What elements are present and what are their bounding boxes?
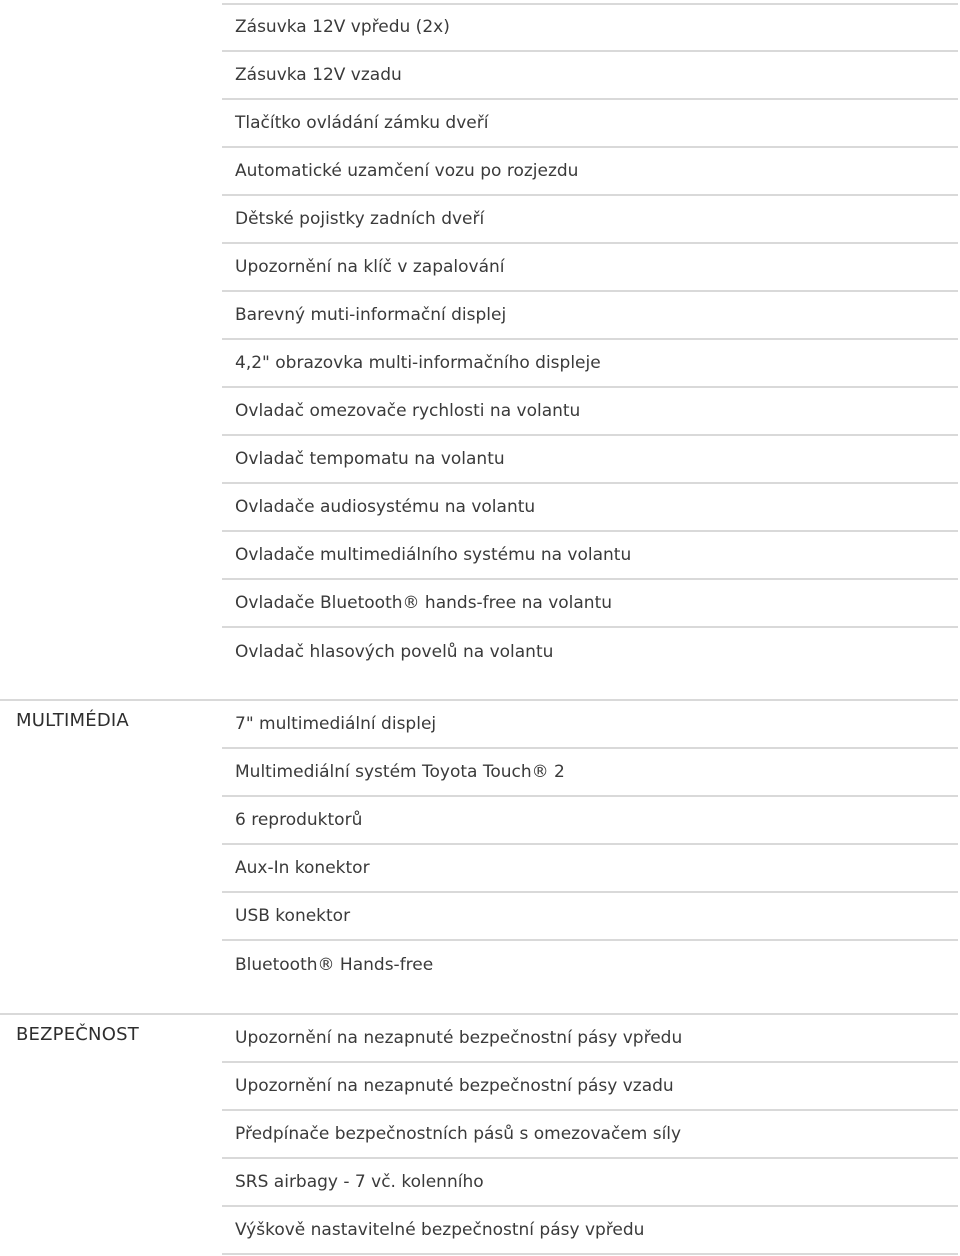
- feature-row: Aux-In konektor: [222, 845, 958, 893]
- feature-row: Multimediální systém Toyota Touch® 2: [222, 749, 958, 797]
- feature-row: Dětské pojistky zadních dveří: [222, 196, 958, 244]
- feature-row: 7" multimediální displej: [222, 701, 958, 749]
- feature-row: 4,2" obrazovka multi-informačního displeje: [222, 340, 958, 388]
- feature-row: Automatické uzamčení vozu po rozjezdu: [222, 148, 958, 196]
- feature-row: Upozornění na nezapnuté bezpečnostní pásy vzadu: [222, 1063, 958, 1111]
- section-items: [222, 4, 958, 676]
- feature-row: Ovladač omezovače rychlosti na volantu: [222, 388, 958, 436]
- feature-row: Ovladač tempomatu na volantu: [222, 436, 958, 484]
- feature-row: 6 reproduktorů: [222, 797, 958, 845]
- feature-row: Ovladače Bluetooth® hands-free na volantu: [222, 580, 958, 628]
- section-heading: MULTIMÉDIA: [16, 710, 129, 731]
- feature-row: Ovladač hlasových povelů na volantu: [235, 642, 554, 662]
- feature-row: Barevný muti-informační displej: [222, 292, 958, 340]
- feature-row: Ovladače multimediálního systému na volantu: [222, 532, 958, 580]
- feature-row: Upozornění na nezapnuté bezpečnostní pásy vpředu: [222, 1015, 958, 1063]
- section-items: [222, 1015, 958, 1255]
- section-items: [222, 701, 958, 989]
- feature-row: Upozornění na klíč v zapalování: [222, 244, 958, 292]
- feature-row: Zásuvka 12V vpředu (2x): [222, 4, 958, 52]
- feature-row: Výškově nastavitelné bezpečnostní pásy vpředu: [222, 1207, 958, 1255]
- feature-row: Zásuvka 12V vzadu: [222, 52, 958, 100]
- section-heading: BEZPEČNOST: [16, 1024, 139, 1045]
- feature-row: Tlačítko ovládání zámku dveří: [222, 100, 958, 148]
- feature-row: SRS airbagy - 7 vč. kolenního: [222, 1159, 958, 1207]
- feature-row: Předpínače bezpečnostních pásů s omezovačem síly: [222, 1111, 958, 1159]
- feature-row: Bluetooth® Hands-free: [235, 955, 434, 975]
- feature-row: Ovladače audiosystému na volantu: [222, 484, 958, 532]
- feature-row: USB konektor: [222, 893, 958, 941]
